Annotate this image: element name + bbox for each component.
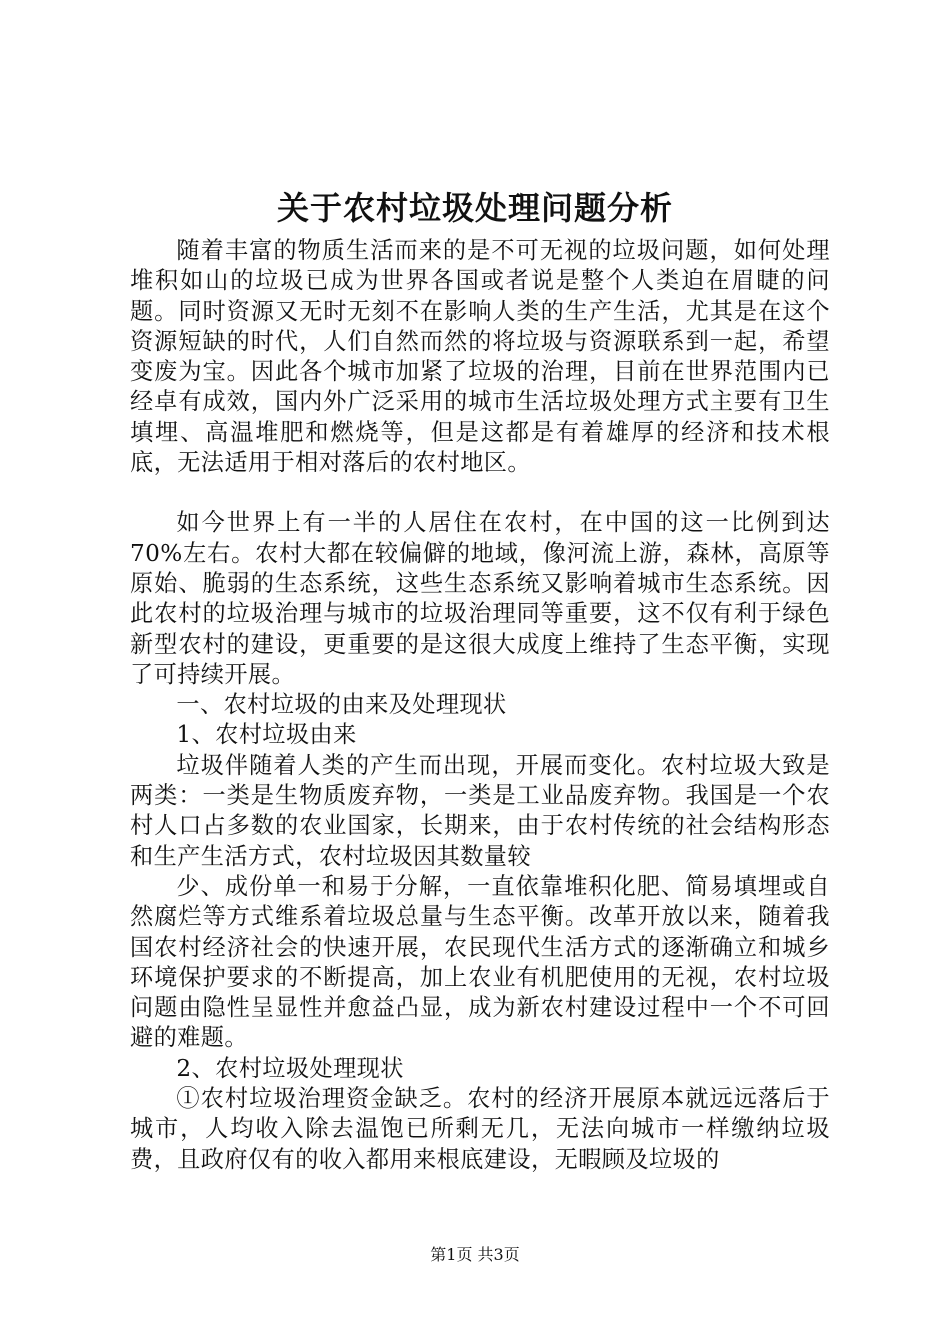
paragraph-garbage-origin-cont: 少、成份单一和易于分解，一直依靠堆积化肥、简易填埋或自然腐烂等方式维系着垃圾总量与生态平衡。改革开放以来，随着我国农村经济社会的快速开展，农民现代生活方式的逐渐确立和城乡环境保护要求的不断提高，加上农业有机肥使用的无视，农村垃圾问题由隐性呈显性并愈益凸显，成为新农村建设过程中一个不可回避的难题。 [130, 872, 830, 1052]
paragraph-rural-population: 如今世界上有一半的人居住在农村，在中国的这一比例到达70%左右。农村大都在较偏僻的地域，像河流上游，森林，高原等原始、脆弱的生态系统，这些生态系统又影响着城市生态系统。因此农村的垃圾治理与城市的垃圾治理同等重要，这不仅有利于绿色新型农村的建设，更重要的是这很大成度上维持了生态平衡，实现了可持续开展。 [130, 509, 830, 688]
subsection-heading-1: 1、农村垃圾由来 [176, 721, 357, 749]
document-title: 关于农村垃圾处理问题分析 [276, 189, 673, 227]
paragraph-intro: 随着丰富的物质生活而来的是不可无视的垃圾问题，如何处理堆积如山的垃圾已成为世界各国或者说是整个人类迫在眉睫的问题。同时资源又无时无刻不在影响人类的生产生活，尤其是在这个资源短缺的时代，人们自然而然的将垃圾与资源联系到一起，希望变废为宝。因此各个城市加紧了垃圾的治理，目前在世界范围内已经卓有成效，国内外广泛采用的城市生活垃圾处理方式主要有卫生填埋、高温堆肥和燃烧等，但是这都是有着雄厚的经济和技术根底，无法适用于相对落后的农村地区。 [130, 237, 830, 477]
document-body [130, 236, 830, 1175]
subsection-heading-2: 2、农村垃圾处理现状 [176, 1054, 404, 1082]
section-heading-1: 一、农村垃圾的由来及处理现状 [176, 691, 507, 719]
paragraph-funding-shortage: ①农村垃圾治理资金缺乏。农村的经济开展原本就远远落后于城市，人均收入除去温饱已所剩无几，无法向城市一样缴纳垃圾费，且政府仅有的收入都用来根底建设，无暇顾及垃圾的 [130, 1085, 830, 1173]
page-footer: 第1页 共3页 [430, 1245, 520, 1264]
paragraph-garbage-origin: 垃圾伴随着人类的产生而出现，开展而变化。农村垃圾大致是两类：一类是生物质废弃物，一类是工业品废弃物。我国是一个农村人口占多数的农业国家，长期来，由于农村传统的社会结构形态和生产生活方式，农村垃圾因其数量较 [130, 751, 830, 870]
